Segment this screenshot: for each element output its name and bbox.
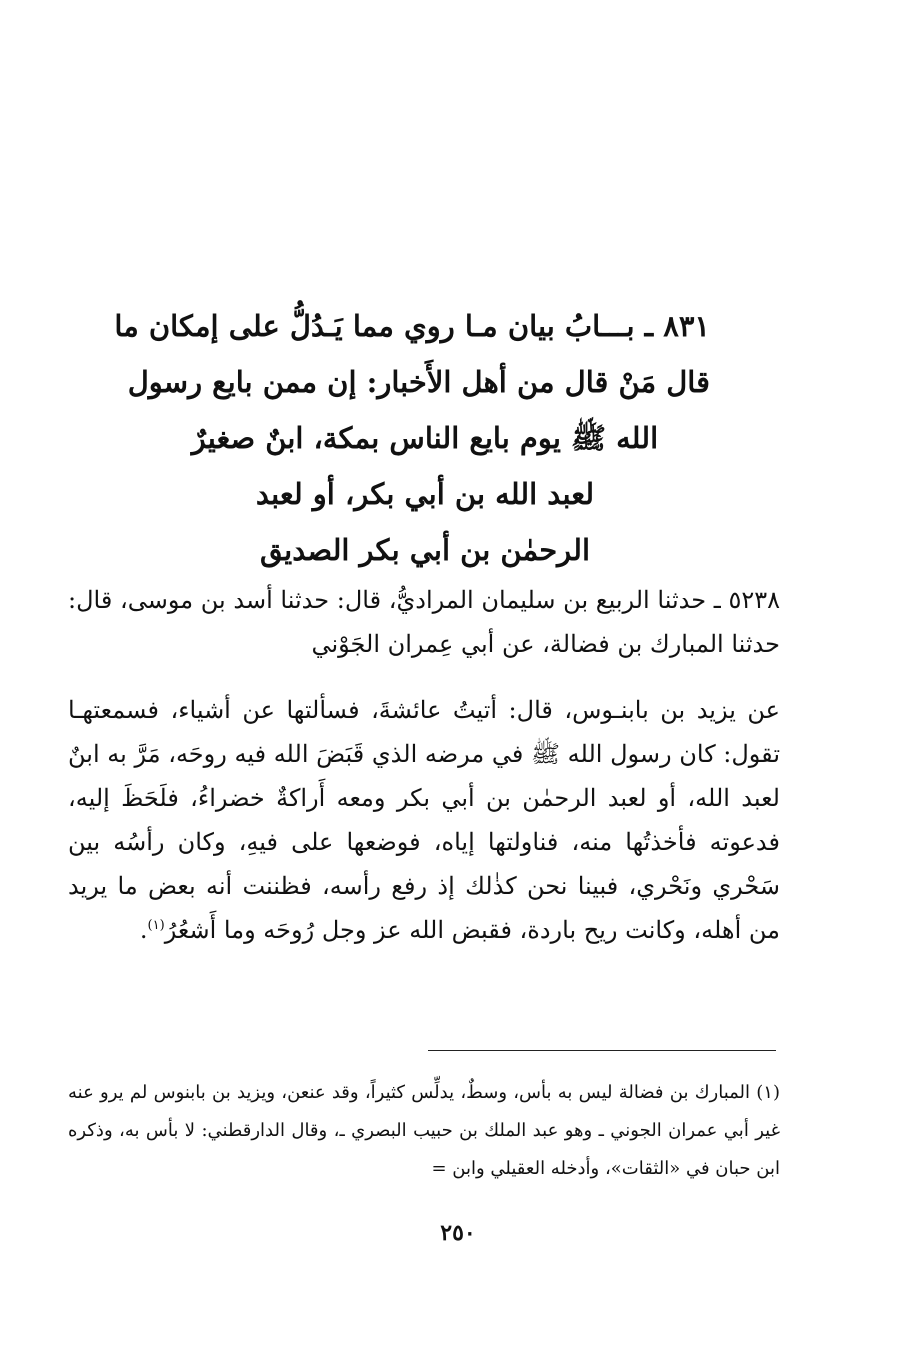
hadith-matn: عن يزيد بن بابنـوس، قال: أتيتُ عائشةَ، فسألتها عن أشياء، فسمعتهـا تقول: كان رسول الله ﷺ في مرضه الذي قَبَضَ الله فيه روحَه، مَرَّ به ابنٌ لعبد الله، أو لعبد الرحمٰن بن أبي بكر ومعه أَراكةٌ خضراءُ، فلَحَظَ إليه، فدعوته فأخذتُها منه، فناولتها إياه، فوضعها على فيهِ، وكان رأسُه بين سَحْري ونَحْري، فبينا نحن كذٰلك إذ رفع رأسه، فظننت أنه بعض ما يريد من أهله، وكانت ريح باردة، فقبض الله عز وجل رُوحَه وما أَشعُرُ [68,696,780,944]
chapter-heading [114,298,710,578]
chapter-heading-line: الله ﷺ يوم بايع الناس بمكة، ابنٌ صغيرٌ [191,421,659,455]
footnote-reference[interactable]: (١) [147,918,165,933]
chapter-heading-line: لعبد الله بن أبي بكر، أو لعبد [255,477,595,511]
chapter-heading-line: قال مَنْ قال من أهل الأَخبار: إن ممن بايع رسول [127,365,710,399]
hadith-end-mark: . [139,916,148,944]
hadith-isnad: ٥٢٣٨ ـ حدثنا الربيع بن سليمان المراديُّ، قال: حدثنا أسد بن موسى، قال: حدثنا المبارك بن فضالة، عن أبي عِمران الجَوْني [68,586,780,658]
footnote-separator [428,1050,776,1051]
page-number: ٢٥٠ [440,1220,476,1246]
chapter-heading-line: الرحمٰن بن أبي بكر الصديق [259,533,591,567]
footnote-text: (١) المبارك بن فضالة ليس به بأس، وسطٌ، يدلِّس كثيراً، وقد عنعن، ويزيد بن بابنوس لم يرو عنه غير أبي عمران الجوني ـ وهو عبد الملك بن حبيب البصري ـ، وقال الدارقطني: لا بأس به، وذكره ابن حبان في «الثقات»، وأدخله العقيلي وابن = [68,1082,780,1179]
chapter-heading-line: ٨٣١ ـ بـــابُ بيان مـا روي مما يَـدُلُّ على إمكان ما [114,309,710,343]
hadith-text [68,688,780,952]
